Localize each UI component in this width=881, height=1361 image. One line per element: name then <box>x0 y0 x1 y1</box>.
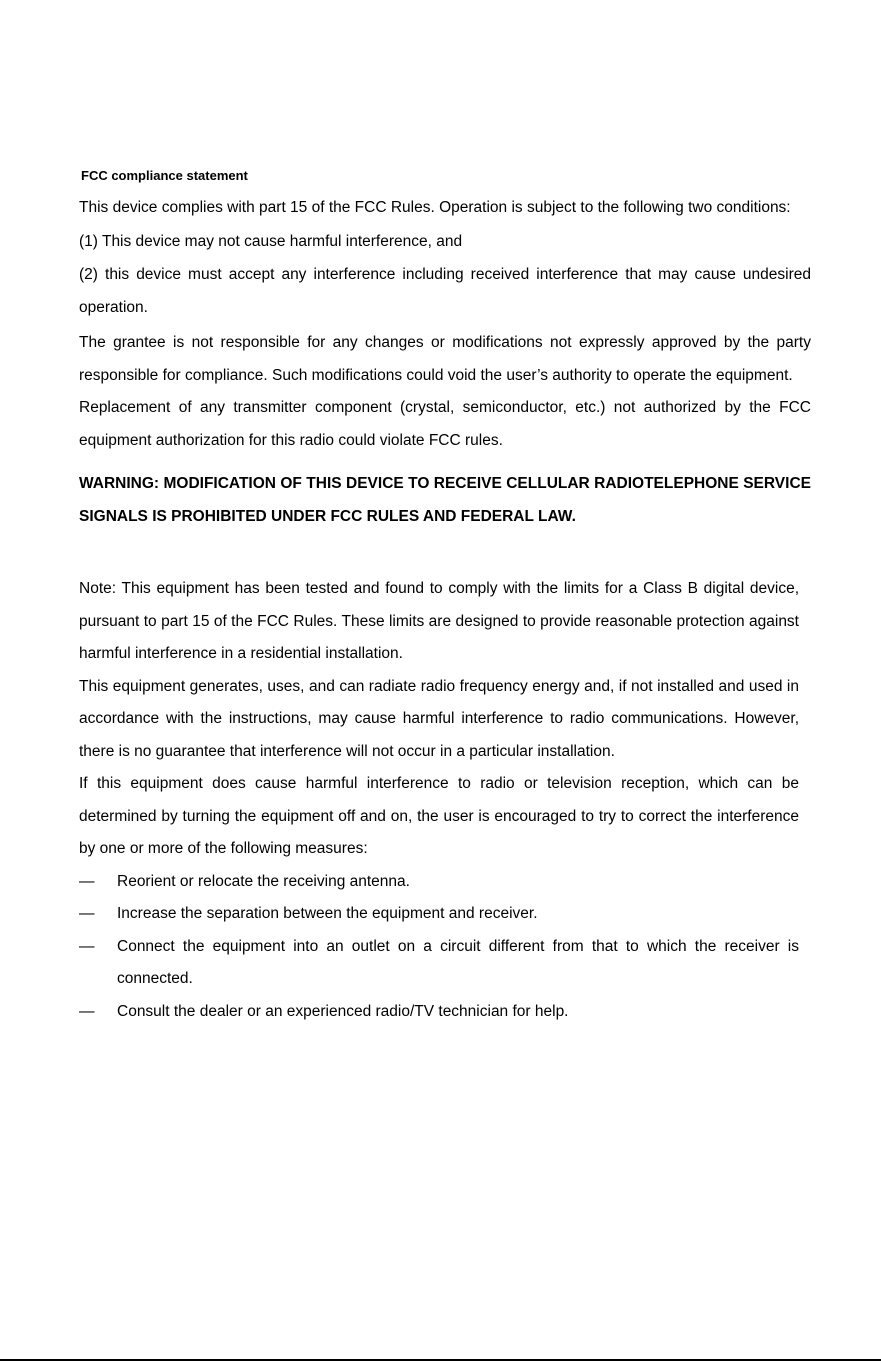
fcc-statement-document <box>79 168 811 1028</box>
dash-bullet: — <box>79 905 95 922</box>
note-section <box>79 573 799 1028</box>
dash-bullet: — <box>79 937 95 955</box>
measure-text: Consult the dealer or an experienced radio/TV technician for help. <box>117 1002 569 1020</box>
note-paragraph: Note: This equipment has been tested and found to comply with the limits for a Class B digital device, pursuant to part 15 of the FCC Rules. These limits are designed to provide reasonable protection against harmful interference in a residential installation. <box>79 580 799 662</box>
dash-bullet: — <box>79 1002 95 1020</box>
document-heading: FCC compliance statement <box>81 168 248 183</box>
measure-text: Connect the equipment into an outlet on a circuit different from that to which the receiver is connected. <box>117 937 799 987</box>
condition-1: (1) This device may not cause harmful interference, and <box>79 232 463 250</box>
measure-text: Increase the separation between the equipment and receiver. <box>117 905 538 922</box>
list-item <box>79 898 799 931</box>
grantee-paragraph: The grantee is not responsible for any changes or modifications not expressly approved by the party responsible for compliance. Such modifications could void the user’s authority to operate the equipment. <box>79 334 811 384</box>
measure-text: Reorient or relocate the receiving antenna. <box>117 872 410 890</box>
measures-list <box>79 866 799 1029</box>
list-item <box>79 996 799 1029</box>
compliance-paragraph: This device complies with part 15 of the FCC Rules. Operation is subject to the following two conditions: <box>79 199 791 216</box>
measures-intro-paragraph: If this equipment does cause harmful interference to radio or television reception, which can be determined by turning the equipment off and on, the user is encouraged to try to correct the interference by one or more of the following measures: <box>79 775 799 857</box>
warning-notice: WARNING: MODIFICATION OF THIS DEVICE TO RECEIVE CELLULAR RADIOTELEPHONE SERVICE SIGNALS IS PROHIBITED UNDER FCC RULES AND FEDERAL LAW. <box>79 475 811 525</box>
replacement-paragraph: Replacement of any transmitter component (crystal, semiconductor, etc.) not authorized by the FCC equipment authorization for this radio could violate FCC rules. <box>79 399 811 449</box>
dash-bullet: — <box>79 872 95 890</box>
condition-2: (2) this device must accept any interference including received interference that may cause undesired operation. <box>79 266 811 316</box>
rf-energy-paragraph: This equipment generates, uses, and can radiate radio frequency energy and, if not installed and used in accordance with the instructions, may cause harmful interference to radio communications. However, there is no guarantee that interference will not occur in a particular installation. <box>79 677 799 760</box>
list-item <box>79 866 799 899</box>
list-item <box>79 931 799 996</box>
